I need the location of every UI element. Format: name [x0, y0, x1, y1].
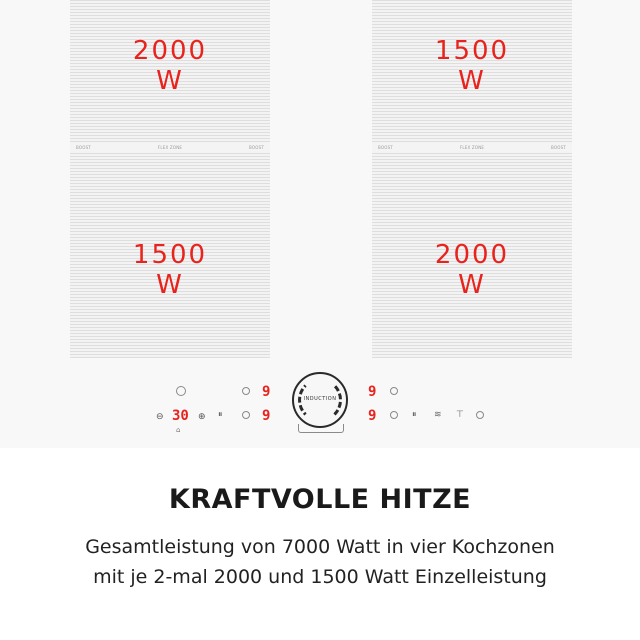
lock-icon: ⌂ [176, 426, 181, 434]
power-icon [476, 411, 484, 419]
zone-timer-icon [242, 411, 250, 419]
divider-label-boost: BOOST [378, 144, 393, 150]
level-display-bottom-left: 9 [262, 408, 271, 424]
watt-value: 2000 [132, 36, 208, 66]
headline: KRAFTVOLLE HITZE [168, 484, 472, 515]
watt-unit: W [458, 270, 486, 300]
boost-icon: ⏸ [412, 410, 417, 420]
cooking-zone-right [372, 0, 572, 358]
timer-display: 30 [172, 408, 189, 424]
watt-value: 2000 [434, 240, 510, 270]
watt-unit: W [156, 66, 184, 96]
divider-label-boost: BOOST [249, 144, 264, 150]
pan-icon: ⊤ [456, 410, 464, 420]
watt-unit: W [458, 66, 486, 96]
description-line-1: Gesamtleistung von 7000 Watt in vier Kochzonen [85, 536, 555, 558]
plus-icon: ⊕ [198, 412, 206, 422]
divider-label-flex: FLEX ZONE [459, 144, 485, 150]
zone-bottom-right-wattage [372, 240, 572, 300]
timer-clock-icon [176, 386, 186, 396]
zone-timer-icon [390, 387, 398, 395]
zone-divider [372, 143, 572, 151]
zone-timer-icon [242, 387, 250, 395]
minus-icon: ⊖ [156, 412, 164, 422]
cooking-zone-left [70, 0, 270, 358]
divider-label-boost: BOOST [551, 144, 566, 150]
induction-control-knob [292, 372, 348, 428]
zone-bottom-left-wattage [70, 240, 270, 300]
divider-label-boost: BOOST [76, 144, 91, 150]
pause-icon: ⏸ [218, 410, 223, 420]
watt-unit: W [156, 270, 184, 300]
level-display-top-left: 9 [262, 384, 271, 400]
level-display-bottom-right: 9 [368, 408, 377, 424]
knob-label: INDUCTION [303, 396, 337, 402]
description-line-2: mit je 2-mal 2000 und 1500 Watt Einzelleistung [93, 566, 547, 588]
zone-top-right-wattage [372, 36, 572, 96]
zone-top-left-wattage [70, 36, 270, 96]
control-panel [150, 372, 490, 442]
zone-divider [70, 143, 270, 151]
keep-warm-icon: ≋ [434, 410, 442, 420]
zone-timer-icon [390, 411, 398, 419]
knob-base [298, 424, 344, 433]
watt-value: 1500 [132, 240, 208, 270]
level-display-top-right: 9 [368, 384, 377, 400]
watt-value: 1500 [434, 36, 510, 66]
divider-label-flex: FLEX ZONE [157, 144, 183, 150]
